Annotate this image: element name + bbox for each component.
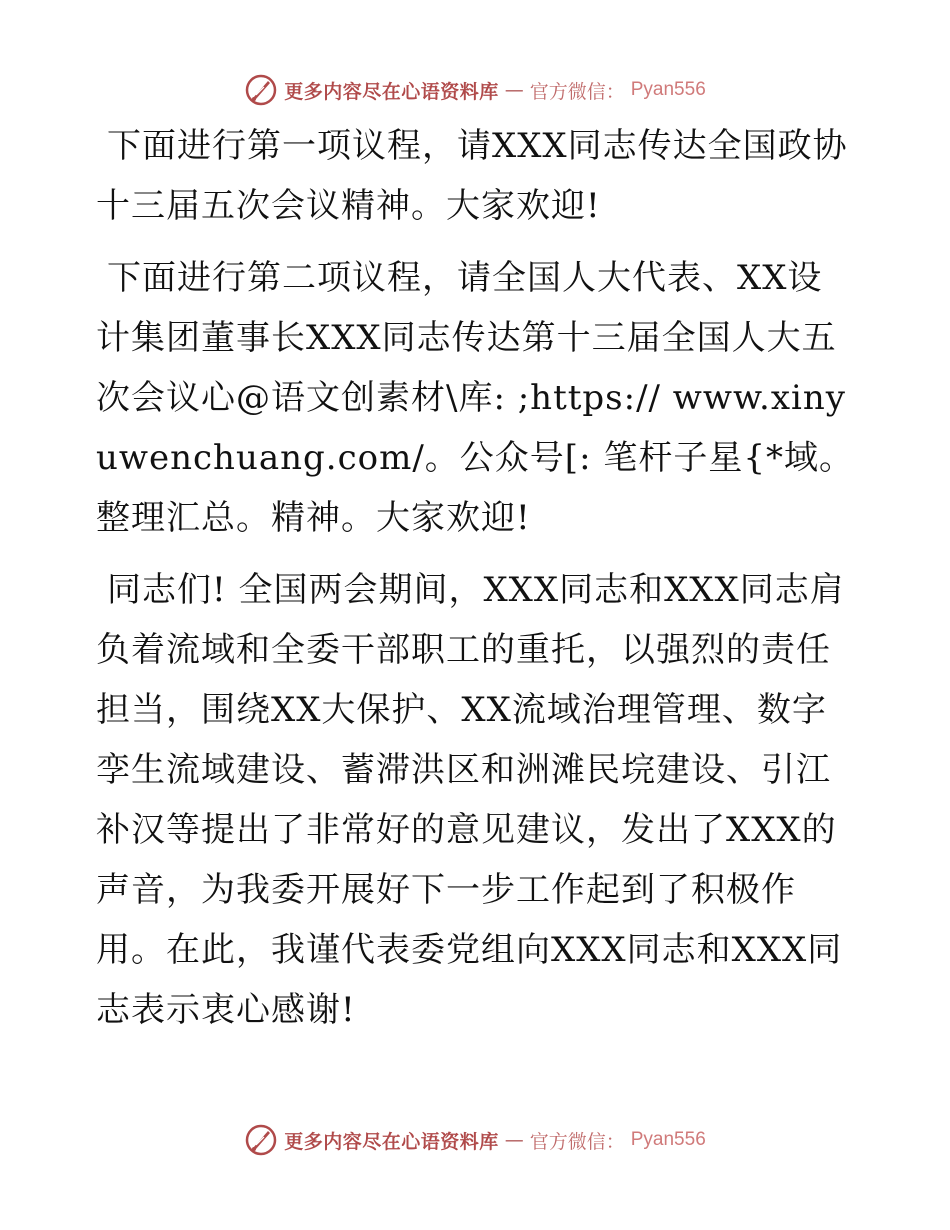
banner-wechat-label: 官方微信： [529, 1130, 625, 1153]
banner-brand: 更多内容尽在心语资料库 [284, 1130, 499, 1153]
banner-dash: — [504, 1129, 524, 1151]
paragraph-thanks: 同志们! 全国两会期间，XXX同志和XXX同志肩负着流域和全委干部职工的重托，以强烈的责任担当，围绕XX大保护、XX流域治理管理、数字孪生流域建设、蓄滞洪区和洲滩民垸建设、引江补汉等提出了非常好的意见建议，发出了XXX的声音，为我委开展好下一步工作起到了积极作用。在此，我谨代表委党组向XXX同志和XXX同志表示衷心感谢! [96, 570, 845, 1030]
banner-wechat-id: Pyan556 [630, 1129, 706, 1150]
banner-wechat-id: Pyan556 [630, 79, 706, 100]
banner-dash: — [504, 79, 524, 101]
quill-logo-icon [244, 1123, 278, 1157]
quill-logo-icon [244, 73, 278, 107]
paragraph-agenda-two: 下面进行第二项议程，请全国人大代表、XX设计集团董事长XXX同志传达第十三届全国人大五次会议心@语文创素材\库: ;https:// www.xinyuwenchuang.com/。公众号[: 笔杆子星{*域。整理汇总。精神。大家欢迎! [96, 258, 854, 538]
header-banner [0, 70, 950, 110]
banner-brand: 更多内容尽在心语资料库 [284, 80, 499, 103]
banner-wechat-label: 官方微信： [529, 80, 625, 103]
document-body [96, 116, 856, 1052]
paragraph-agenda-one: 下面进行第一项议程，请XXX同志传达全国政协十三届五次会议精神。大家欢迎! [96, 126, 848, 226]
footer-banner [0, 1120, 950, 1160]
